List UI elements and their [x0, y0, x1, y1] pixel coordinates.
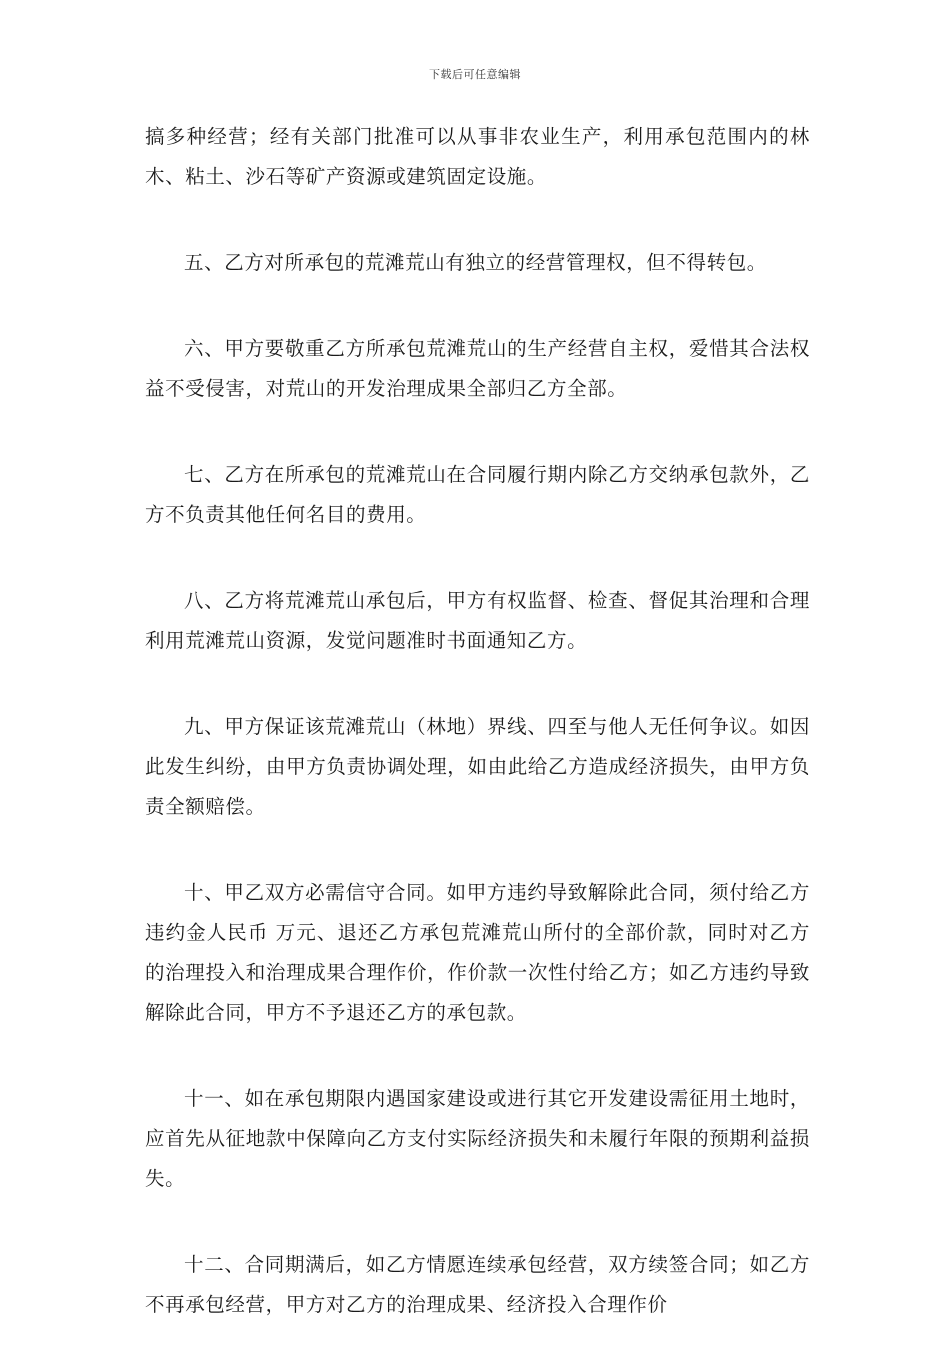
paragraph-clause-5: 五、乙方对所承包的荒滩荒山有独立的经营管理权，但不得转包。: [184, 251, 767, 274]
paragraph-clause-9: 九、甲方保证该荒滩荒山（林地）界线、四至与他人无任何争议。如因此发生纠纷，由甲方负责协调处理，如由此给乙方造成经济损失，由甲方负责全额赔偿。: [145, 715, 810, 818]
paragraph-clause-7: 七、乙方在所承包的荒滩荒山在合同履行期内除乙方交纳承包款外，乙方不负责其他任何名目的费用。: [145, 463, 810, 526]
document-body: [145, 117, 810, 1371]
paragraph-clause-6: 六、甲方要敬重乙方所承包荒滩荒山的生产经营自主权，爱惜其合法权益不受侵害，对荒山的开发治理成果全部归乙方全部。: [145, 337, 810, 400]
paragraph-continuation: 搞多种经营；经有关部门批准可以从事非农业生产，利用承包范围内的林木、粘土、沙石等矿产资源或建筑固定设施。: [145, 125, 810, 188]
paragraph-clause-8: 八、乙方将荒滩荒山承包后，甲方有权监督、检查、督促其治理和合理利用荒滩荒山资源，发觉问题准时书面通知乙方。: [145, 589, 810, 652]
paragraph-clause-10: 十、甲乙双方必需信守合同。如甲方违约导致解除此合同，须付给乙方违约金人民币 万元、退还乙方承包荒滩荒山所付的全部价款，同时对乙方的治理投入和治理成果合理作价，作价款一次性付给乙方；如乙方违约导致解除此合同，甲方不予退还乙方的承包款。: [145, 881, 810, 1024]
page-header-caption: 下载后可任意编辑: [429, 68, 521, 81]
paragraph-clause-11: 十一、如在承包期限内遇国家建设或进行其它开发建设需征用土地时，应首先从征地款中保障向乙方支付实际经济损失和未履行年限的预期利益损失。: [145, 1087, 810, 1190]
paragraph-clause-12: 十二、合同期满后，如乙方情愿连续承包经营，双方续签合同；如乙方不再承包经营，甲方对乙方的治理成果、经济投入合理作价: [145, 1253, 810, 1316]
